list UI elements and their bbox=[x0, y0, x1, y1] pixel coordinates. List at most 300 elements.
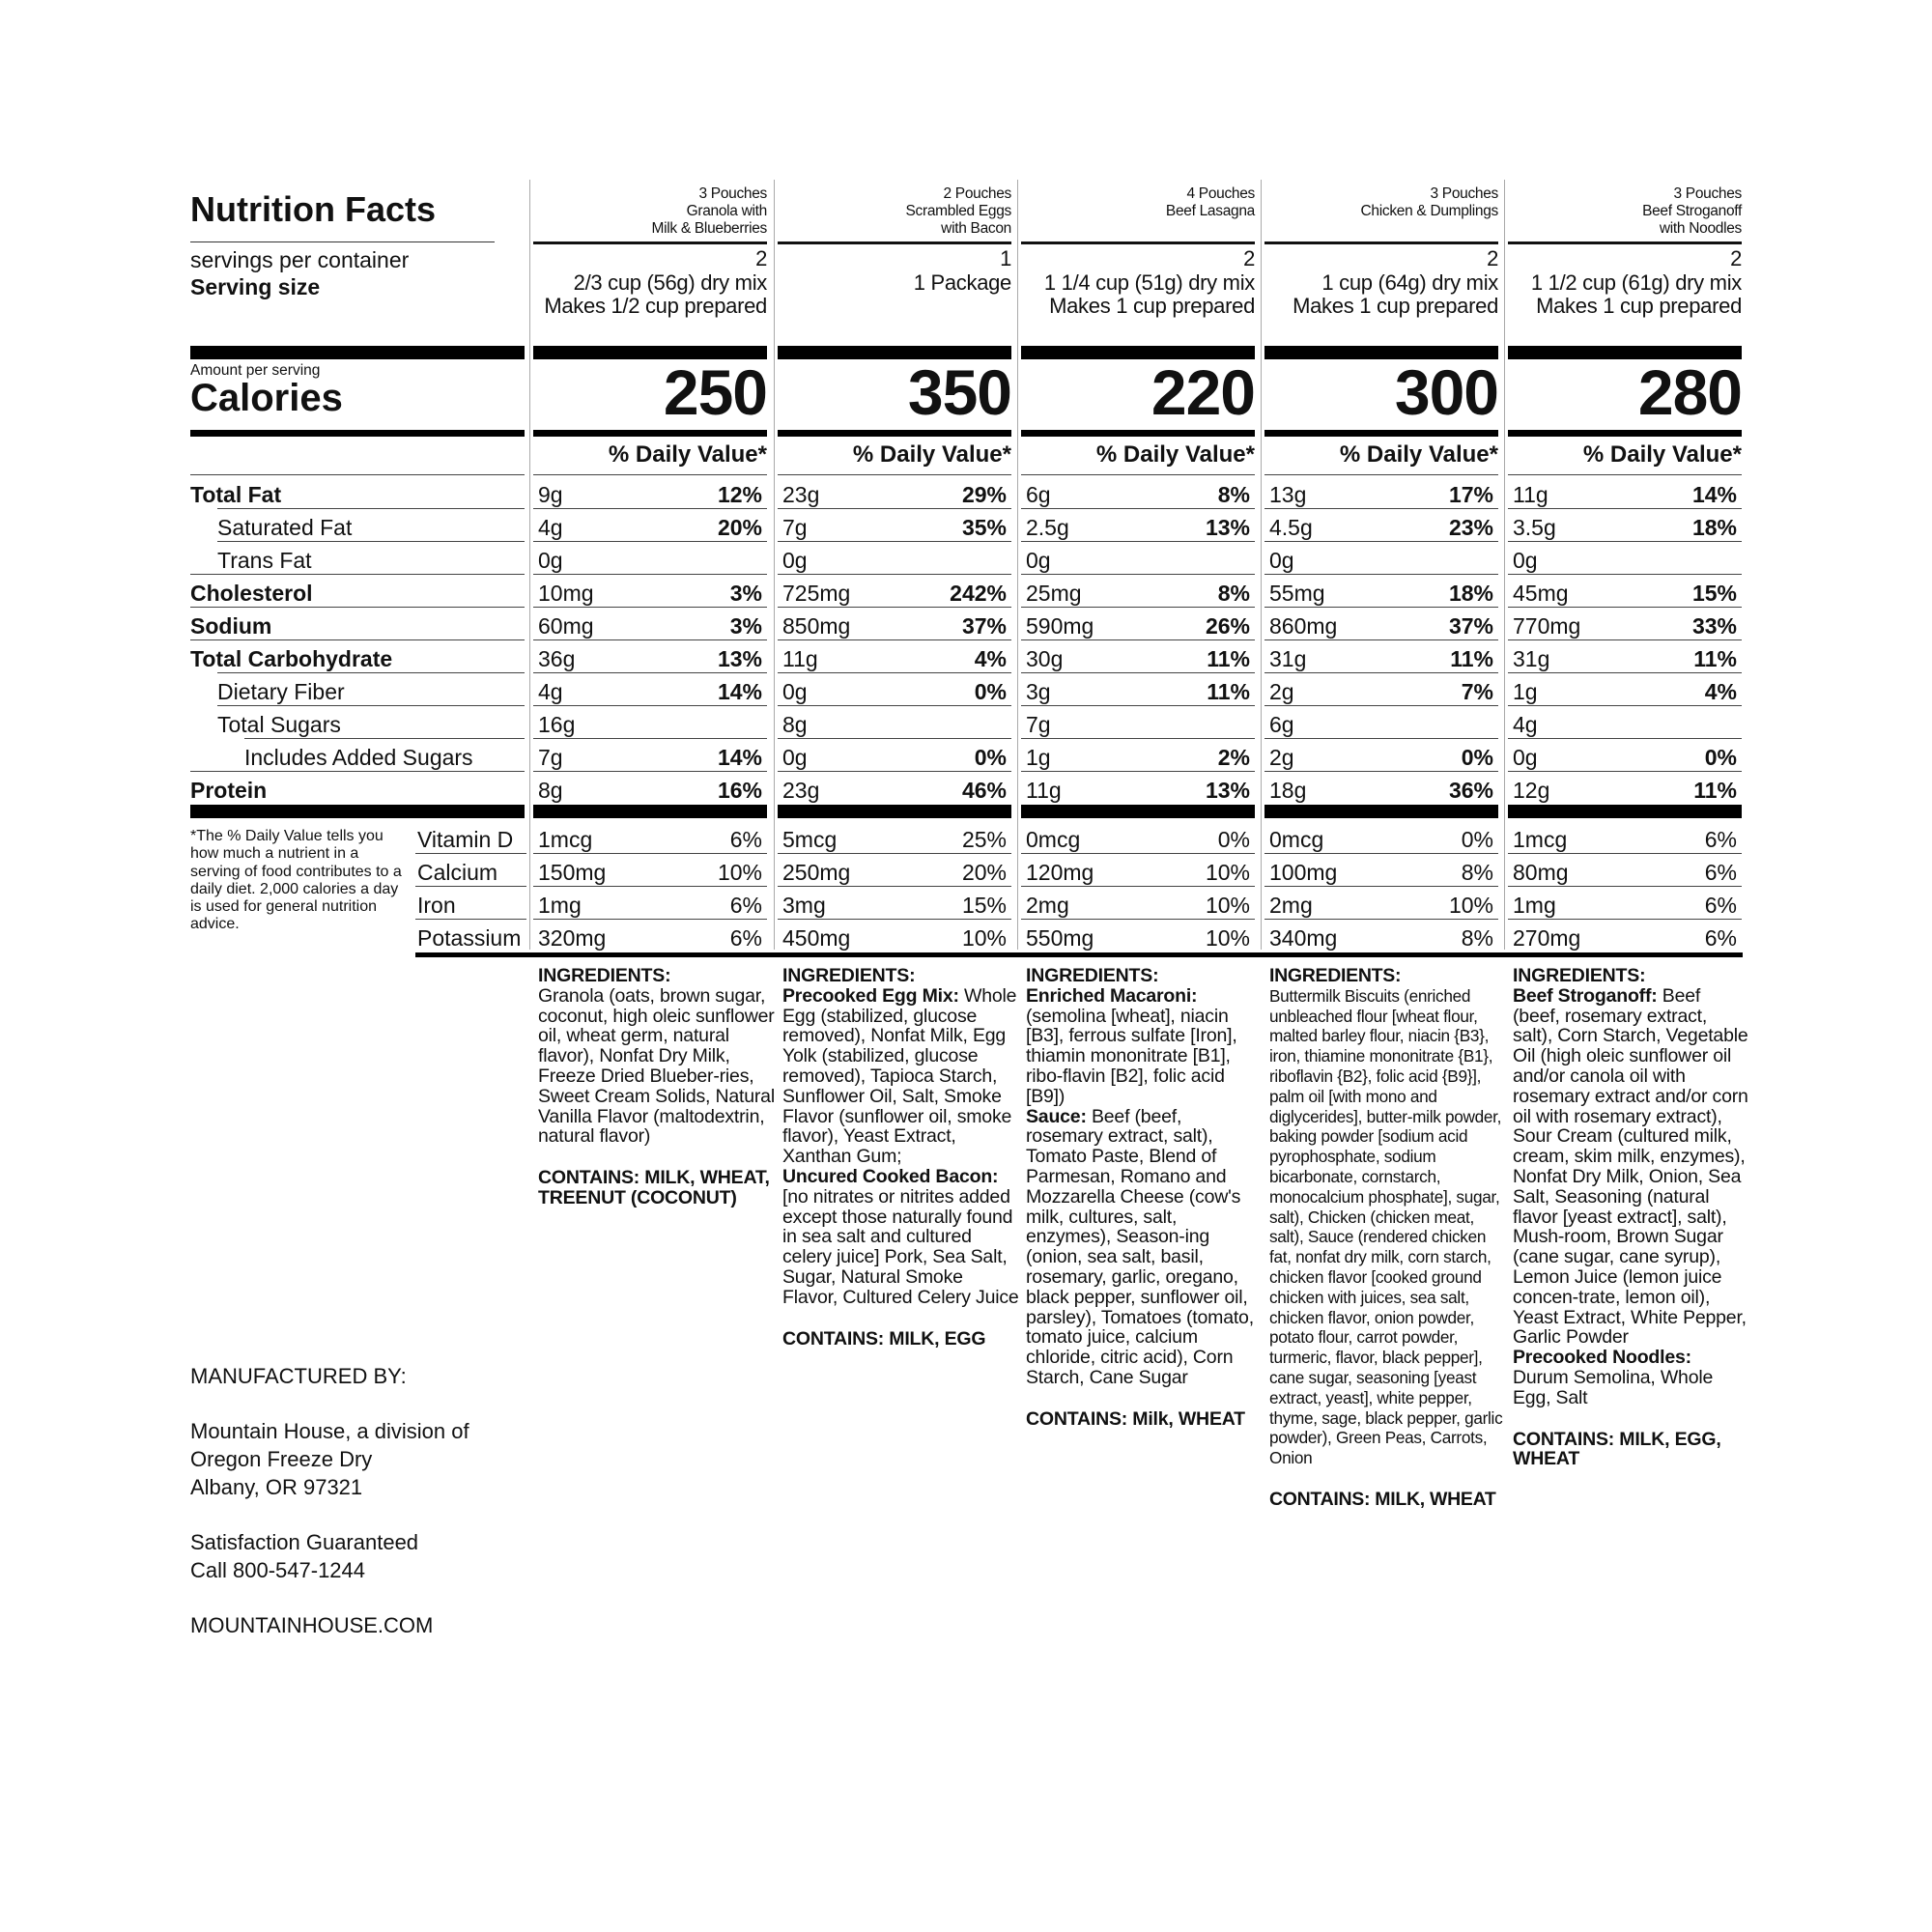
allergen-statement: CONTAINS: MILK, EGG, WHEAT bbox=[1513, 1428, 1721, 1470]
vitamin-label: Vitamin D bbox=[417, 827, 514, 852]
nutrient-amount: 8g bbox=[782, 712, 808, 737]
nutrient-amount: 4g bbox=[538, 515, 563, 540]
nutrient-rule bbox=[778, 639, 1011, 640]
nutrient-rule bbox=[1508, 672, 1742, 673]
daily-value-header: % Daily Value* bbox=[1339, 441, 1498, 468]
nutrient-amount: 0g bbox=[1513, 745, 1538, 770]
allergen-statement: CONTAINS: MILK, EGG bbox=[782, 1327, 986, 1350]
serving-size: Makes 1/2 cup prepared bbox=[544, 294, 767, 318]
medium-bar bbox=[1508, 430, 1742, 437]
calories-value: 250 bbox=[663, 356, 767, 428]
guarantee-line: Satisfaction Guaranteed bbox=[190, 1530, 419, 1554]
column-divider bbox=[1261, 180, 1262, 950]
nutrient-amount: 2g bbox=[1269, 745, 1294, 770]
vitamin-amount: 120mg bbox=[1026, 860, 1094, 885]
vitamin-percent: 10% bbox=[717, 860, 762, 885]
medium-bar bbox=[190, 430, 525, 437]
vitamin-rule bbox=[415, 919, 526, 920]
nutrient-percent: 14% bbox=[717, 679, 762, 704]
product-column bbox=[1264, 0, 1503, 1932]
nutrient-percent: 0% bbox=[1461, 745, 1493, 770]
nutrient-rule bbox=[1264, 639, 1498, 640]
nutrient-amount: 770mg bbox=[1513, 613, 1581, 639]
ingredient-list: Whole Egg (stabilized, glucose removed), Nonfat Milk, Egg Yolk (stabilized, glucose removed), Tapioca Starch, Sunflower Oil, Salt, Smoke Flavor (sunflower oil, smoke flavor), Yeast Extract, Xanthan Gum; bbox=[782, 984, 1017, 1168]
heading-rule bbox=[1508, 242, 1742, 244]
nutrient-percent: 3% bbox=[729, 613, 762, 639]
nutrient-percent: 29% bbox=[961, 482, 1007, 507]
ingredients-text bbox=[782, 986, 1019, 1167]
nutrient-amount: 55mg bbox=[1269, 581, 1325, 606]
vitamin-percent: 10% bbox=[1205, 860, 1250, 885]
dv-rule bbox=[1508, 474, 1742, 475]
nutrient-amount: 11g bbox=[1513, 482, 1548, 507]
nutrient-label: Total Fat bbox=[190, 482, 282, 507]
panel-title: Nutrition Facts bbox=[190, 189, 437, 229]
serving-info bbox=[1293, 247, 1498, 319]
product-heading-line: Milk & Blueberries bbox=[651, 220, 767, 237]
vitamin-rule bbox=[1264, 886, 1498, 887]
nutrient-amount: 3.5g bbox=[1513, 515, 1556, 540]
servings-count: 2 bbox=[1487, 246, 1498, 270]
thick-bar-bottom bbox=[778, 805, 1011, 818]
nutrient-percent: 11% bbox=[1450, 646, 1493, 671]
nutrient-amount: 31g bbox=[1269, 646, 1307, 671]
calories-value: 280 bbox=[1637, 356, 1742, 428]
product-heading-line: Granola with bbox=[686, 203, 767, 219]
vitamin-percent: 6% bbox=[729, 827, 762, 852]
nutrient-percent: 0% bbox=[1704, 745, 1737, 770]
product-heading-line: 4 Pouches bbox=[1186, 185, 1255, 202]
nutrient-rule bbox=[778, 541, 1011, 542]
ingredient-list: Beef (beef, rosemary extract, salt), Tomato Paste, Blend of Parmesan, Romano and Mozzarella Cheese (cow's milk, cultures, salt, enzymes), Season-ing (onion, sea salt, basil, rosemary, garlic, oregano, black pepper, sunflower oil, parsley), Tomatoes (tomato, tomato juice, calcium chloride, citric acid), Corn Starch, Cane Sugar bbox=[1026, 1105, 1254, 1388]
serving-size: 2/3 cup (56g) dry mix bbox=[573, 270, 767, 295]
ingredients-header: INGREDIENTS: bbox=[782, 965, 916, 986]
ingredients-header: INGREDIENTS: bbox=[538, 965, 671, 986]
daily-value-header: % Daily Value* bbox=[1095, 441, 1255, 468]
nutrient-amount: 13g bbox=[1269, 482, 1307, 507]
vitamin-percent: 8% bbox=[1461, 925, 1493, 951]
nutrient-rule bbox=[1264, 738, 1498, 739]
nutrient-percent: 17% bbox=[1448, 482, 1493, 507]
serving-info bbox=[1044, 247, 1255, 319]
address-line: Mountain House, a division of bbox=[190, 1419, 469, 1443]
nutrient-percent: 36% bbox=[1448, 778, 1493, 803]
product-column bbox=[533, 0, 775, 1932]
nutrient-rule bbox=[190, 574, 525, 575]
servings-per-container-label: servings per container bbox=[190, 247, 410, 272]
serving-size: Makes 1 cup prepared bbox=[1049, 294, 1255, 318]
vitamin-rule bbox=[533, 919, 767, 920]
vitamin-rule bbox=[533, 853, 767, 854]
nutrient-percent: 13% bbox=[717, 646, 762, 671]
servings-count: 2 bbox=[1243, 246, 1255, 270]
ingredients-block bbox=[538, 966, 775, 1208]
nutrient-amount: 2g bbox=[1269, 679, 1294, 704]
ingredient-list: [no nitrates or nitrites added except those naturally found in sea salt and cultured celery juice] Pork, Sea Salt, Sugar, Natural Smoke Flavor, Cultured Celery Juice bbox=[782, 1185, 1019, 1308]
ingredients-block bbox=[782, 966, 1019, 1349]
servings-count: 2 bbox=[755, 246, 767, 270]
nutrient-rule bbox=[1508, 705, 1742, 706]
nutrient-amount: 1g bbox=[1026, 745, 1051, 770]
nutrient-amount: 3g bbox=[1026, 679, 1051, 704]
ingredients-header: INGREDIENTS: bbox=[1026, 965, 1159, 986]
serving-info bbox=[914, 247, 1011, 295]
ingredients-text bbox=[1513, 986, 1749, 1348]
nutrient-amount: 7g bbox=[782, 515, 808, 540]
nutrient-rule bbox=[1021, 705, 1255, 706]
vitamin-rule bbox=[1264, 919, 1498, 920]
vitamin-percent: 25% bbox=[961, 827, 1007, 852]
vitamin-amount: 5mcg bbox=[782, 827, 838, 852]
product-heading-line: with Noodles bbox=[1659, 220, 1742, 237]
product-heading-line: Chicken & Dumplings bbox=[1360, 203, 1498, 219]
nutrient-amount: 16g bbox=[538, 712, 576, 737]
vitamin-amount: 100mg bbox=[1269, 860, 1338, 885]
product-heading bbox=[905, 185, 1011, 238]
nutrient-rule bbox=[1264, 771, 1498, 772]
nutrient-rule bbox=[1264, 508, 1498, 509]
nutrient-rule bbox=[778, 738, 1011, 739]
product-heading-line: 3 Pouches bbox=[1673, 185, 1742, 202]
product-column bbox=[778, 0, 1019, 1932]
medium-bar bbox=[1264, 430, 1498, 437]
ingredient-group-name: Enriched Macaroni: bbox=[1026, 984, 1198, 1007]
nutrient-amount: 0g bbox=[782, 548, 808, 573]
nutrient-label: Protein bbox=[190, 778, 268, 803]
vitamin-rule bbox=[778, 919, 1011, 920]
nutrient-percent: 18% bbox=[1691, 515, 1737, 540]
nutrient-amount: 1g bbox=[1513, 679, 1538, 704]
nutrient-rule bbox=[778, 771, 1011, 772]
product-heading-line: Scrambled Eggs bbox=[905, 203, 1011, 219]
nutrient-amount: 10mg bbox=[538, 581, 594, 606]
vitamin-amount: 0mcg bbox=[1026, 827, 1081, 852]
nutrient-percent: 11% bbox=[1693, 778, 1737, 803]
nutrient-rule bbox=[533, 771, 767, 772]
nutrient-amount: 0g bbox=[782, 745, 808, 770]
vitamin-amount: 80mg bbox=[1513, 860, 1569, 885]
vitamin-rule bbox=[778, 886, 1011, 887]
thick-bar-bottom bbox=[533, 805, 767, 818]
vitamin-amount: 150mg bbox=[538, 860, 607, 885]
nutrient-percent: 23% bbox=[1448, 515, 1493, 540]
ingredient-list: Beef (beef, rosemary extract, salt), Corn Starch, Vegetable Oil (high oleic sunflower oil and/or canola oil with rosemary extract and/or corn oil with rosemary extract), Sour Cream (cultured milk, cream, skim milk, enzymes), Nonfat Dry Milk, Onion, Sea Salt, Seasoning (natural flavor [yeast extract], salt), Mush-room, Brown Sugar (cane sugar, cane syrup), Lemon Juice (lemon juice concen-trate, lemon oil), Yeast Extract, White Pepper, Garlic Powder bbox=[1513, 984, 1748, 1349]
vitamin-rule bbox=[415, 886, 526, 887]
product-heading bbox=[1166, 185, 1255, 220]
serving-size: 1 cup (64g) dry mix bbox=[1321, 270, 1498, 295]
vitamin-percent: 6% bbox=[1704, 827, 1737, 852]
nutrient-rule bbox=[778, 574, 1011, 575]
nutrient-rule bbox=[217, 541, 525, 542]
nutrient-rule bbox=[1508, 574, 1742, 575]
nutrient-percent: 14% bbox=[1691, 482, 1737, 507]
vitamin-amount: 1mg bbox=[1513, 893, 1556, 918]
nutrient-rule bbox=[1264, 541, 1498, 542]
nutrient-amount: 6g bbox=[1026, 482, 1051, 507]
vitamin-amount: 550mg bbox=[1026, 925, 1094, 951]
ingredients-header: INGREDIENTS: bbox=[1513, 965, 1646, 986]
medium-bar bbox=[778, 430, 1011, 437]
vitamin-percent: 0% bbox=[1217, 827, 1250, 852]
vitamin-amount: 250mg bbox=[782, 860, 851, 885]
vitamin-rule bbox=[533, 886, 767, 887]
nutrient-percent: 18% bbox=[1448, 581, 1493, 606]
product-heading-line: Beef Lasagna bbox=[1165, 203, 1255, 219]
thick-bar-bottom bbox=[1264, 805, 1498, 818]
nutrient-percent: 35% bbox=[961, 515, 1007, 540]
nutrient-amount: 4g bbox=[538, 679, 563, 704]
vitamin-percent: 20% bbox=[961, 860, 1007, 885]
nutrient-percent: 8% bbox=[1217, 482, 1250, 507]
nutrient-rule bbox=[1264, 607, 1498, 608]
nutrient-label: Dietary Fiber bbox=[217, 679, 345, 704]
nutrient-rule bbox=[1264, 672, 1498, 673]
serving-size-label: Serving size bbox=[190, 274, 321, 299]
nutrient-percent: 3% bbox=[729, 581, 762, 606]
product-heading bbox=[651, 185, 767, 238]
nutrient-rule bbox=[1021, 771, 1255, 772]
vitamin-rule bbox=[1264, 853, 1498, 854]
vitamin-percent: 15% bbox=[961, 893, 1007, 918]
vitamin-amount: 1mg bbox=[538, 893, 582, 918]
ingredient-group-name: Sauce: bbox=[1026, 1105, 1087, 1127]
vitamin-rule bbox=[1508, 886, 1742, 887]
nutrient-amount: 860mg bbox=[1269, 613, 1338, 639]
column-divider bbox=[774, 180, 775, 950]
vitamin-amount: 270mg bbox=[1513, 925, 1581, 951]
nutrient-amount: 9g bbox=[538, 482, 563, 507]
nutrient-percent: 11% bbox=[1207, 646, 1250, 671]
product-heading bbox=[1361, 185, 1498, 220]
manufacturer-block bbox=[190, 1362, 469, 1639]
product-heading bbox=[1642, 185, 1742, 238]
nutrient-amount: 0g bbox=[1026, 548, 1051, 573]
vitamin-rule bbox=[1021, 853, 1255, 854]
website-link[interactable]: MOUNTAINHOUSE.COM bbox=[190, 1613, 434, 1637]
nutrient-amount: 60mg bbox=[538, 613, 594, 639]
vitamin-percent: 10% bbox=[1205, 893, 1250, 918]
nutrient-rule bbox=[778, 672, 1011, 673]
dv-rule bbox=[778, 474, 1011, 475]
nutrient-rule bbox=[244, 738, 525, 739]
thick-bar-bottom bbox=[190, 805, 525, 818]
vitamin-percent: 6% bbox=[729, 925, 762, 951]
dv-rule bbox=[533, 474, 767, 475]
nutrient-amount: 12g bbox=[1513, 778, 1550, 803]
vitamin-percent: 10% bbox=[961, 925, 1007, 951]
nutrient-amount: 6g bbox=[1269, 712, 1294, 737]
address-line: Oregon Freeze Dry bbox=[190, 1447, 373, 1471]
vitamin-rule bbox=[1508, 919, 1742, 920]
heading-rule bbox=[1264, 242, 1498, 244]
nutrient-rule bbox=[533, 574, 767, 575]
vitamin-amount: 2mg bbox=[1026, 893, 1069, 918]
ingredients-text bbox=[1026, 986, 1263, 1107]
servings-count: 2 bbox=[1730, 246, 1742, 270]
medium-bar bbox=[533, 430, 767, 437]
nutrient-label: Total Sugars bbox=[217, 712, 341, 737]
nutrient-label: Trans Fat bbox=[217, 548, 312, 573]
serving-size: 1 Package bbox=[913, 270, 1011, 295]
nutrient-percent: 15% bbox=[1691, 581, 1737, 606]
nutrient-percent: 14% bbox=[717, 745, 762, 770]
nutrient-rule bbox=[1021, 574, 1255, 575]
product-heading-line: with Bacon bbox=[941, 220, 1011, 237]
nutrient-rule bbox=[1021, 738, 1255, 739]
nutrient-amount: 4.5g bbox=[1269, 515, 1313, 540]
nutrient-rule bbox=[1021, 607, 1255, 608]
address-line: Albany, OR 97321 bbox=[190, 1475, 363, 1499]
nutrient-rule bbox=[533, 705, 767, 706]
product-heading-line: Beef Stroganoff bbox=[1642, 203, 1742, 219]
nutrient-rule bbox=[533, 672, 767, 673]
vitamin-label: Potassium bbox=[417, 925, 522, 951]
vitamin-percent: 10% bbox=[1448, 893, 1493, 918]
phone-line: Call 800-547-1244 bbox=[190, 1558, 366, 1582]
vitamin-label: Calcium bbox=[417, 860, 498, 885]
calories-label: Calories bbox=[190, 377, 343, 419]
nutrient-amount: 45mg bbox=[1513, 581, 1569, 606]
nutrient-rule bbox=[1021, 541, 1255, 542]
nutrient-rule bbox=[1508, 771, 1742, 772]
serving-size: 1 1/2 cup (61g) dry mix bbox=[1530, 270, 1742, 295]
nutrient-percent: 0% bbox=[974, 679, 1007, 704]
nutrient-percent: 12% bbox=[717, 482, 762, 507]
nutrient-amount: 23g bbox=[782, 482, 820, 507]
servings-count: 1 bbox=[1000, 246, 1011, 270]
nutrient-amount: 23g bbox=[782, 778, 820, 803]
nutrient-rule bbox=[533, 639, 767, 640]
nutrient-rule bbox=[190, 771, 525, 772]
ingredients-text bbox=[1513, 1348, 1749, 1407]
dv-rule bbox=[190, 474, 525, 475]
ingredients-header: INGREDIENTS: bbox=[1269, 965, 1402, 986]
product-heading-line: 3 Pouches bbox=[698, 185, 767, 202]
nutrient-percent: 13% bbox=[1205, 778, 1250, 803]
ingredients-text bbox=[782, 1167, 1019, 1308]
nutrient-percent: 0% bbox=[974, 745, 1007, 770]
nutrient-rule bbox=[1508, 639, 1742, 640]
product-column bbox=[1021, 0, 1260, 1932]
dv-rule bbox=[1021, 474, 1255, 475]
nutrient-amount: 7g bbox=[538, 745, 563, 770]
nutrient-rule bbox=[190, 607, 525, 608]
nutrient-label: Saturated Fat bbox=[217, 515, 353, 540]
column-divider bbox=[1504, 180, 1505, 950]
nutrient-rule bbox=[1508, 508, 1742, 509]
nutrient-amount: 0g bbox=[1513, 548, 1538, 573]
nutrient-rule bbox=[1508, 541, 1742, 542]
nutrient-amount: 2.5g bbox=[1026, 515, 1069, 540]
nutrient-percent: 16% bbox=[717, 778, 762, 803]
nutrient-amount: 850mg bbox=[782, 613, 851, 639]
nutrient-rule bbox=[190, 639, 525, 640]
ingredient-list: (semolina [wheat], niacin [B3], ferrous sulfate [Iron], thiamin mononitrate [B1], ribo-flavin [B2], folic acid [B9]) bbox=[1026, 1005, 1237, 1107]
ingredients-block bbox=[1513, 966, 1749, 1469]
nutrient-rule bbox=[778, 607, 1011, 608]
vitamin-rule bbox=[415, 853, 526, 854]
nutrient-amount: 0g bbox=[1269, 548, 1294, 573]
nutrient-rule bbox=[217, 508, 525, 509]
nutrient-percent: 46% bbox=[961, 778, 1007, 803]
nutrient-percent: 11% bbox=[1207, 679, 1250, 704]
calories-value: 220 bbox=[1151, 356, 1255, 428]
vitamin-percent: 8% bbox=[1461, 860, 1493, 885]
ingredient-group-name: Precooked Noodles: bbox=[1513, 1347, 1691, 1369]
heading-rule bbox=[1021, 242, 1255, 244]
daily-value-header: % Daily Value* bbox=[608, 441, 767, 468]
ingredients-text bbox=[1269, 986, 1506, 1468]
serving-info bbox=[544, 247, 767, 319]
serving-info bbox=[1531, 247, 1742, 319]
nutrient-label: Sodium bbox=[190, 613, 272, 639]
vitamin-percent: 6% bbox=[1704, 893, 1737, 918]
nutrient-rule bbox=[1508, 738, 1742, 739]
heading-rule bbox=[533, 242, 767, 244]
column-divider bbox=[529, 180, 530, 950]
serving-size: Makes 1 cup prepared bbox=[1536, 294, 1742, 318]
ingredient-group-name: Beef Stroganoff: bbox=[1513, 984, 1658, 1007]
vitamin-percent: 6% bbox=[1704, 925, 1737, 951]
nutrient-percent: 2% bbox=[1217, 745, 1250, 770]
nutrient-rule bbox=[1021, 672, 1255, 673]
nutrient-amount: 36g bbox=[538, 646, 576, 671]
heading-rule bbox=[778, 242, 1011, 244]
ingredients-text bbox=[1026, 1107, 1263, 1388]
product-column bbox=[1508, 0, 1747, 1932]
vitamin-rule bbox=[1021, 919, 1255, 920]
nutrient-amount: 11g bbox=[1026, 778, 1062, 803]
nutrient-amount: 4g bbox=[1513, 712, 1538, 737]
nutrient-rule bbox=[533, 607, 767, 608]
vitamin-amount: 450mg bbox=[782, 925, 851, 951]
vitamin-percent: 6% bbox=[1704, 860, 1737, 885]
calories-value: 350 bbox=[907, 356, 1011, 428]
ingredient-list: Granola (oats, brown sugar, coconut, high oleic sunflower oil, wheat germ, natural flavor), Nonfat Dry Milk, Freeze Dried Blueber-ries, Sweet Cream Solids, Natural Vanilla Flavor (maltodextrin, natural flavor) bbox=[538, 984, 775, 1148]
ingredients-text bbox=[538, 986, 775, 1147]
nutrient-rule bbox=[217, 672, 525, 673]
vitamin-amount: 2mg bbox=[1269, 893, 1313, 918]
nutrient-label: Cholesterol bbox=[190, 581, 313, 606]
vitamin-amount: 340mg bbox=[1269, 925, 1338, 951]
daily-value-header: % Daily Value* bbox=[1582, 441, 1742, 468]
calories-value: 300 bbox=[1394, 356, 1498, 428]
vitamin-rule bbox=[1021, 886, 1255, 887]
nutrient-amount: 18g bbox=[1269, 778, 1307, 803]
nutrient-label: Total Carbohydrate bbox=[190, 646, 393, 671]
vitamin-rule bbox=[1508, 853, 1742, 854]
allergen-statement: CONTAINS: MILK, WHEAT, TREENUT (COCONUT) bbox=[538, 1167, 770, 1208]
medium-bar bbox=[1021, 430, 1255, 437]
manufactured-by-label: MANUFACTURED BY: bbox=[190, 1364, 407, 1388]
serving-size: 1 1/4 cup (51g) dry mix bbox=[1043, 270, 1255, 295]
vitamin-percent: 0% bbox=[1461, 827, 1493, 852]
ingredients-block bbox=[1269, 966, 1506, 1510]
nutrient-percent: 37% bbox=[1448, 613, 1493, 639]
nutrient-rule bbox=[1021, 508, 1255, 509]
nutrient-rule bbox=[217, 705, 525, 706]
nutrient-amount: 25mg bbox=[1026, 581, 1082, 606]
vitamin-percent: 6% bbox=[729, 893, 762, 918]
nutrient-amount: 30g bbox=[1026, 646, 1064, 671]
allergen-statement: CONTAINS: MILK, WHEAT bbox=[1269, 1488, 1496, 1510]
nutrient-rule bbox=[533, 508, 767, 509]
nutrient-percent: 7% bbox=[1461, 679, 1493, 704]
nutrient-amount: 590mg bbox=[1026, 613, 1094, 639]
vitamin-amount: 0mcg bbox=[1269, 827, 1324, 852]
vitamin-amount: 320mg bbox=[538, 925, 607, 951]
nutrient-rule bbox=[778, 508, 1011, 509]
